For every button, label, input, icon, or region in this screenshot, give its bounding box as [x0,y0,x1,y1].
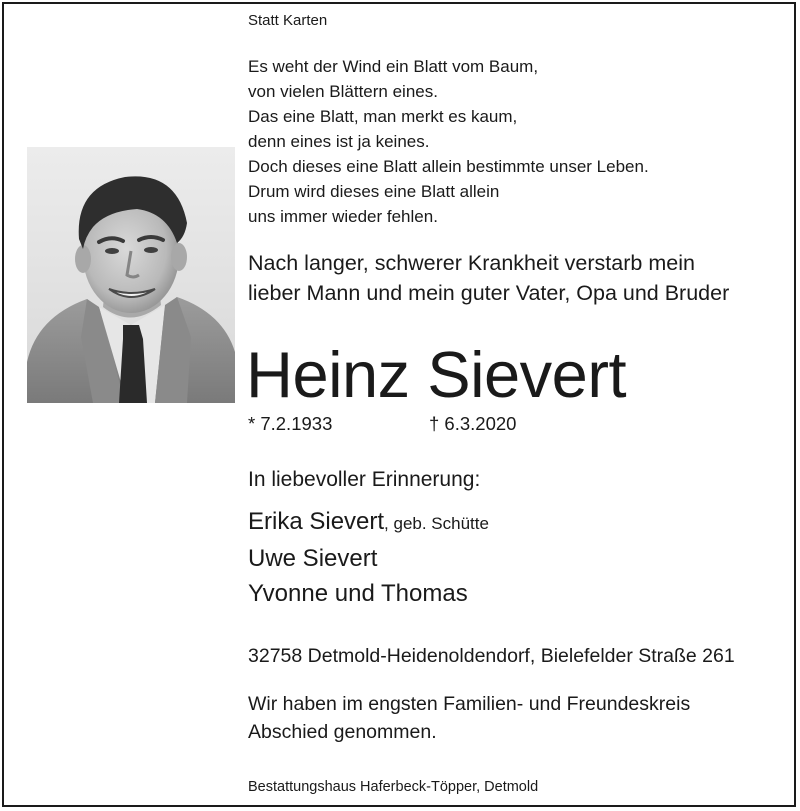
spouse-name: Erika Sievert [248,508,385,535]
funeral-home: Bestattungshaus Haferbeck-Töpper, Detmold [248,779,539,795]
portrait-photo [27,147,235,403]
death-date: † 6.3.2020 [429,413,517,434]
family-member-son: Uwe Sievert [248,545,378,572]
poem-line: Das eine Blatt, man merkt es kaum, [248,107,518,126]
deceased-name: Heinz Sievert [246,338,627,411]
poem-line: von vielen Blättern eines. [248,82,438,101]
remembrance-heading: In liebevoller Erinnerung: [248,468,481,491]
closing-text [248,690,690,746]
closing-line: Wir haben im engsten Familien- und Freundeskreis [248,693,691,715]
spouse-nee: , geb. Schütte [384,514,489,533]
intro-line: Nach langer, schwerer Krankheit verstarb mein [248,251,695,275]
poem-line: Doch dieses eine Blatt allein bestimmte unser Leben. [248,157,649,176]
header-text: Statt Karten [248,12,328,29]
poem [248,54,649,229]
poem-line: Es weht der Wind ein Blatt vom Baum, [248,57,539,76]
poem-line: denn eines ist ja keines. [248,132,430,151]
closing-line: Abschied genommen. [248,721,437,743]
family-list [248,504,489,611]
family-member-spouse [248,504,489,541]
intro-text [248,248,729,308]
family-member-others: Yvonne und Thomas [248,580,468,607]
intro-line: lieber Mann und mein guter Vater, Opa und Bruder [248,281,730,305]
birth-date: * 7.2.1933 [248,413,333,434]
poem-line: Drum wird dieses eine Blatt allein [248,182,500,201]
address: 32758 Detmold-Heidenoldendorf, Bielefelder Straße 261 [248,645,735,667]
poem-line: uns immer wieder fehlen. [248,207,438,226]
